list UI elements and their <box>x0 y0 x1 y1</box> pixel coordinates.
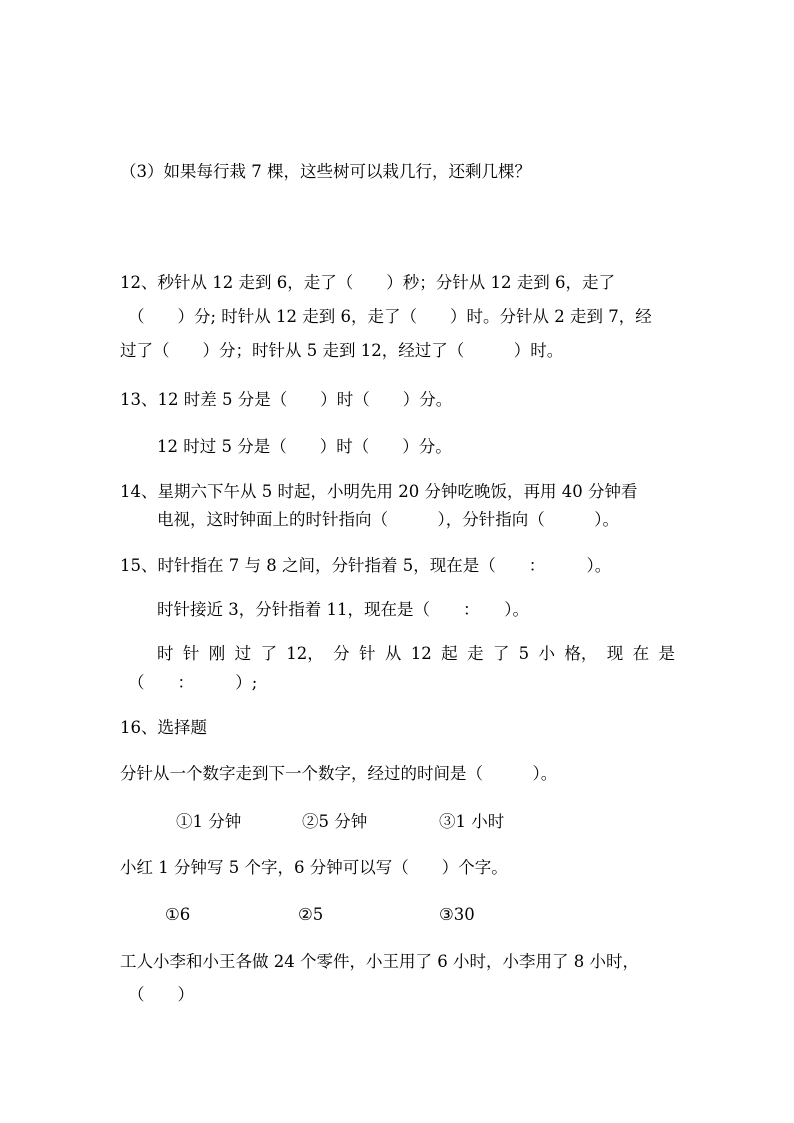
q16-s3-blank: （ ） <box>128 985 194 1004</box>
q14-line2: 电视，这时钟面上的时针指向（ ），分针指向（ ）。 <box>157 510 619 529</box>
q15-line3-word: 针 <box>359 644 376 663</box>
q16-title: 16、选择题 <box>120 718 207 737</box>
q15-line3-word: 时 <box>157 644 174 663</box>
q15-line3-word: 刚 <box>208 644 226 663</box>
q12-line2: （ ）分; 时针从 12 走到 6，走了（ ）时。分针从 2 走到 7，经 <box>128 307 652 326</box>
q15-line3-word: 走 <box>466 644 484 663</box>
q15-line3-word: 起 <box>441 644 458 663</box>
q15-line3-word: 了 <box>260 644 277 663</box>
q15-line3-word: 分 <box>333 644 350 663</box>
q15-line3-word: 小 <box>538 644 556 663</box>
q16-s2-option-1: ①6 <box>165 905 191 924</box>
q16-s1-option-2: ②5 分钟 <box>302 812 368 831</box>
q13-line1: 13、12 时差 5 分是（ ）时（ ）分。 <box>120 390 453 409</box>
q16-s1-option-3: ③1 小时 <box>439 812 505 831</box>
q15-line3-word: 是 <box>658 644 675 663</box>
q16-s2-question: 小红 1 分钟写 5 个字，6 分钟可以写（ ）个字。 <box>120 858 508 877</box>
q15-line3-word: 过 <box>234 644 252 663</box>
q15-line3-word: 5 <box>518 644 530 663</box>
q16-s1-question: 分针从一个数字走到下一个数字，经过的时间是（ ）。 <box>120 764 558 783</box>
q15-line4: （ ： ）; <box>128 673 258 692</box>
q15-line1: 15、时针指在 7 与 8 之间，分针指着 5，现在是（ ： ）。 <box>120 556 612 575</box>
q12-line1: 12、秒针从 12 走到 6，走了（ ）秒；分针从 12 走到 6，走了 <box>120 273 615 292</box>
q15-line3 <box>157 644 675 664</box>
q15-line3-word: 现 <box>606 644 624 663</box>
q12-line3: 过了（ ）分；时针从 5 走到 12，经过了（ ）时。 <box>120 341 564 360</box>
q14-line1: 14、星期六下午从 5 时起，小明先用 20 分钟吃晚饭，再用 40 分钟看 <box>120 482 638 501</box>
q16-s2-option-3: ③30 <box>439 905 475 924</box>
q15-line3-word: 在 <box>632 644 650 663</box>
q15-line2: 时针接近 3，分针指着 11，现在是（ ： ）。 <box>157 600 529 619</box>
q15-line3-word: 了 <box>492 644 510 663</box>
q15-line3-word: 12 <box>410 644 432 663</box>
q16-s3-question: 工人小李和小王各做 24 个零件，小王用了 6 小时，小李用了 8 小时， <box>120 952 639 971</box>
q11-part3-text: （3）如果每行栽 7 棵，这些树可以栽几行，还剩几棵？ <box>120 162 531 181</box>
q16-s2-option-2: ②5 <box>298 905 324 924</box>
q13-line2: 12 时过 5 分是（ ）时（ ）分。 <box>157 437 452 456</box>
q15-line3-word: 针 <box>182 644 200 663</box>
q15-line3-word: 格， <box>564 644 598 663</box>
q15-line3-word: 12， <box>286 644 324 663</box>
q16-s1-option-1: ①1 分钟 <box>176 812 242 831</box>
q15-line3-word: 从 <box>384 644 402 663</box>
